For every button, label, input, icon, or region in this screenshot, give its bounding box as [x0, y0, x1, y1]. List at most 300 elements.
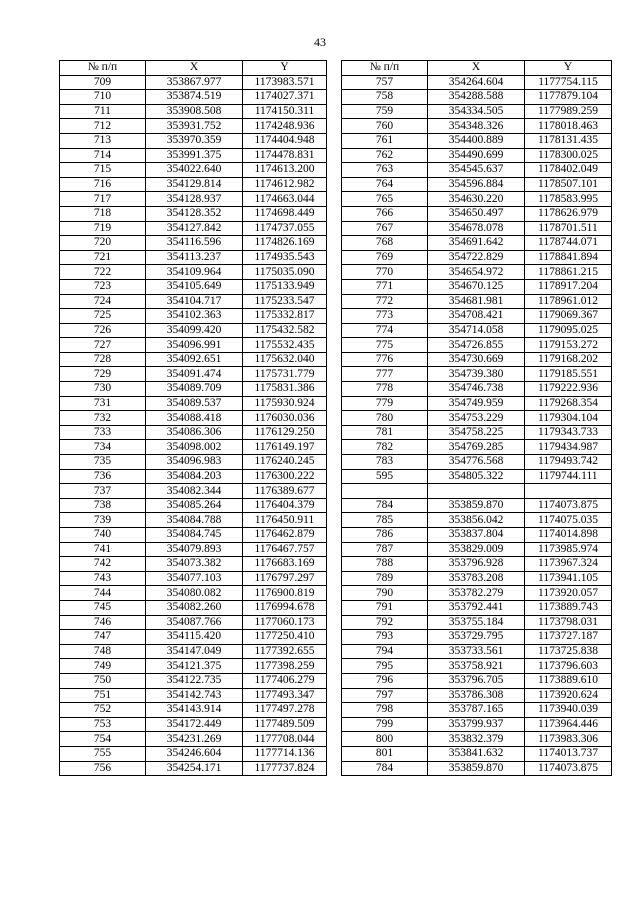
point-number-cell: 735	[60, 455, 146, 470]
table-row	[60, 163, 327, 178]
table-row	[60, 382, 327, 397]
table-row	[342, 484, 612, 499]
y-coordinate-cell: 1178131.435	[525, 133, 612, 148]
table-row	[60, 513, 327, 528]
table-row	[342, 425, 612, 440]
table-row	[60, 644, 327, 659]
y-coordinate-cell: 1178744.071	[525, 236, 612, 251]
table-row	[60, 338, 327, 353]
y-coordinate-cell: 1178917.204	[525, 279, 612, 294]
x-coordinate-cell: 354348.326	[428, 119, 525, 134]
point-number-cell: 724	[60, 294, 146, 309]
x-coordinate-cell: 354147.049	[146, 644, 243, 659]
point-number-cell: 722	[60, 265, 146, 280]
point-number-cell: 788	[342, 557, 428, 572]
y-coordinate-cell: 1177493.347	[243, 688, 327, 703]
y-coordinate-cell: 1173889.743	[525, 600, 612, 615]
y-coordinate-cell: 1179493.742	[525, 455, 612, 470]
x-coordinate-cell: 353783.208	[428, 571, 525, 586]
table-row	[342, 250, 612, 265]
table-row	[60, 119, 327, 134]
point-number-cell: 796	[342, 673, 428, 688]
point-number-cell	[342, 484, 428, 499]
x-coordinate-cell: 354726.855	[428, 338, 525, 353]
table-row	[342, 396, 612, 411]
point-number-cell: 759	[342, 104, 428, 119]
table-row	[342, 513, 612, 528]
table-row	[60, 571, 327, 586]
point-number-cell: 764	[342, 177, 428, 192]
header-row	[60, 61, 327, 76]
page-number: 43	[314, 35, 326, 49]
point-number-cell: 741	[60, 542, 146, 557]
table-row	[342, 192, 612, 207]
y-coordinate-cell: 1174027.371	[243, 90, 327, 105]
table-row	[60, 148, 327, 163]
table-row	[342, 673, 612, 688]
point-number-cell: 710	[60, 90, 146, 105]
table-row	[342, 630, 612, 645]
x-coordinate-cell: 353758.921	[428, 659, 525, 674]
point-number-cell: 790	[342, 586, 428, 601]
table-row	[342, 440, 612, 455]
point-number-cell: 718	[60, 206, 146, 221]
x-coordinate-cell: 354650.497	[428, 206, 525, 221]
point-number-cell: 783	[342, 455, 428, 470]
point-number-cell: 787	[342, 542, 428, 557]
point-number-cell: 720	[60, 236, 146, 251]
header-y: Y	[243, 61, 327, 76]
x-coordinate-cell: 354113.237	[146, 250, 243, 265]
point-number-cell: 798	[342, 703, 428, 718]
x-coordinate-cell: 353867.977	[146, 75, 243, 90]
x-coordinate-cell: 354128.937	[146, 192, 243, 207]
x-coordinate-cell: 353729.795	[428, 630, 525, 645]
point-number-cell: 758	[342, 90, 428, 105]
table-row	[342, 163, 612, 178]
point-number-cell: 715	[60, 163, 146, 178]
y-coordinate-cell: 1173920.624	[525, 688, 612, 703]
x-coordinate-cell: 353787.165	[428, 703, 525, 718]
y-coordinate-cell: 1176900.819	[243, 586, 327, 601]
table-row	[60, 177, 327, 192]
y-coordinate-cell: 1176030.036	[243, 411, 327, 426]
header-row	[342, 61, 612, 76]
y-coordinate-cell: 1177392.655	[243, 644, 327, 659]
table-row	[342, 703, 612, 718]
y-coordinate-cell: 1178841.894	[525, 250, 612, 265]
x-coordinate-cell: 354722.829	[428, 250, 525, 265]
table-row	[342, 717, 612, 732]
point-number-cell: 751	[60, 688, 146, 703]
table-row	[60, 761, 327, 776]
point-number-cell: 763	[342, 163, 428, 178]
x-coordinate-cell: 354077.103	[146, 571, 243, 586]
table-row	[60, 411, 327, 426]
x-coordinate-cell: 353832.379	[428, 732, 525, 747]
table-row	[60, 528, 327, 543]
x-coordinate-cell: 354678.078	[428, 221, 525, 236]
table-row	[342, 688, 612, 703]
table-row	[60, 221, 327, 236]
table-row	[342, 615, 612, 630]
x-coordinate-cell: 354730.669	[428, 352, 525, 367]
x-coordinate-cell: 354087.766	[146, 615, 243, 630]
x-coordinate-cell: 354746.738	[428, 382, 525, 397]
table-row	[342, 455, 612, 470]
x-coordinate-cell: 354739.380	[428, 367, 525, 382]
table-row	[342, 75, 612, 90]
table-row	[342, 644, 612, 659]
x-coordinate-cell: 354085.264	[146, 498, 243, 513]
y-coordinate-cell: 1174013.737	[525, 746, 612, 761]
table-row	[60, 586, 327, 601]
point-number-cell: 730	[60, 382, 146, 397]
x-coordinate-cell: 353792.441	[428, 600, 525, 615]
point-number-cell: 784	[342, 761, 428, 776]
x-coordinate-cell: 353829.009	[428, 542, 525, 557]
x-coordinate-cell: 354254.171	[146, 761, 243, 776]
point-number-cell: 776	[342, 352, 428, 367]
table-row	[60, 557, 327, 572]
table-row	[60, 133, 327, 148]
point-number-cell: 761	[342, 133, 428, 148]
point-number-cell: 756	[60, 761, 146, 776]
x-coordinate-cell: 354691.642	[428, 236, 525, 251]
y-coordinate-cell: 1174613.200	[243, 163, 327, 178]
point-number-cell: 773	[342, 309, 428, 324]
y-coordinate-cell: 1178300.025	[525, 148, 612, 163]
y-coordinate-cell: 1177989.259	[525, 104, 612, 119]
table-row	[60, 250, 327, 265]
x-coordinate-cell: 354084.745	[146, 528, 243, 543]
point-number-cell: 766	[342, 206, 428, 221]
point-number-cell: 777	[342, 367, 428, 382]
x-coordinate-cell: 354129.814	[146, 177, 243, 192]
point-number-cell: 745	[60, 600, 146, 615]
x-coordinate-cell: 354670.125	[428, 279, 525, 294]
y-coordinate-cell: 1174663.044	[243, 192, 327, 207]
y-coordinate-cell: 1173985.974	[525, 542, 612, 557]
x-coordinate-cell: 353799.937	[428, 717, 525, 732]
point-number-cell: 743	[60, 571, 146, 586]
x-coordinate-cell: 354098.002	[146, 440, 243, 455]
table-row	[60, 104, 327, 119]
x-coordinate-cell: 354714.058	[428, 323, 525, 338]
point-number-cell: 762	[342, 148, 428, 163]
y-coordinate-cell: 1174248.936	[243, 119, 327, 134]
point-number-cell: 709	[60, 75, 146, 90]
y-coordinate-cell: 1179069.367	[525, 309, 612, 324]
point-number-cell: 752	[60, 703, 146, 718]
table-row	[342, 338, 612, 353]
point-number-cell: 765	[342, 192, 428, 207]
table-row	[342, 352, 612, 367]
y-coordinate-cell: 1176467.757	[243, 542, 327, 557]
x-coordinate-cell: 354143.914	[146, 703, 243, 718]
point-number-cell: 749	[60, 659, 146, 674]
y-coordinate-cell: 1179222.936	[525, 382, 612, 397]
point-number-cell: 726	[60, 323, 146, 338]
table-row	[60, 309, 327, 324]
y-coordinate-cell: 1179268.354	[525, 396, 612, 411]
table-row	[60, 717, 327, 732]
x-coordinate-cell: 354082.344	[146, 484, 243, 499]
table-row	[342, 557, 612, 572]
y-coordinate-cell: 1174073.875	[525, 761, 612, 776]
point-number-cell: 757	[342, 75, 428, 90]
y-coordinate-cell: 1177250.410	[243, 630, 327, 645]
table-row	[342, 586, 612, 601]
y-coordinate-cell: 1175930.924	[243, 396, 327, 411]
point-number-cell: 800	[342, 732, 428, 747]
point-number-cell: 725	[60, 309, 146, 324]
x-coordinate-cell: 354084.203	[146, 469, 243, 484]
table-row	[60, 192, 327, 207]
point-number-cell: 795	[342, 659, 428, 674]
y-coordinate-cell: 1177060.173	[243, 615, 327, 630]
y-coordinate-cell: 1179343.733	[525, 425, 612, 440]
x-coordinate-cell: 354121.375	[146, 659, 243, 674]
x-coordinate-cell: 353874.519	[146, 90, 243, 105]
y-coordinate-cell: 1173920.057	[525, 586, 612, 601]
point-number-cell: 738	[60, 498, 146, 513]
point-number-cell: 740	[60, 528, 146, 543]
y-coordinate-cell: 1176129.250	[243, 425, 327, 440]
x-coordinate-cell: 354596.884	[428, 177, 525, 192]
table-row	[342, 732, 612, 747]
y-coordinate-cell: 1179185.551	[525, 367, 612, 382]
y-coordinate-cell: 1175532.435	[243, 338, 327, 353]
y-coordinate-cell: 1174075.035	[525, 513, 612, 528]
header-y: Y	[525, 61, 612, 76]
table-row	[342, 746, 612, 761]
y-coordinate-cell: 1177714.136	[243, 746, 327, 761]
table-row	[342, 221, 612, 236]
table-row	[60, 455, 327, 470]
x-coordinate-cell: 354109.964	[146, 265, 243, 280]
x-coordinate-cell: 354096.983	[146, 455, 243, 470]
x-coordinate-cell: 354758.225	[428, 425, 525, 440]
y-coordinate-cell: 1174073.875	[525, 498, 612, 513]
point-number-cell: 772	[342, 294, 428, 309]
y-coordinate-cell: 1177489.509	[243, 717, 327, 732]
table-row	[342, 323, 612, 338]
point-number-cell: 711	[60, 104, 146, 119]
point-number-cell: 732	[60, 411, 146, 426]
point-number-cell: 750	[60, 673, 146, 688]
point-number-cell: 794	[342, 644, 428, 659]
table-row	[342, 761, 612, 776]
y-coordinate-cell: 1177398.259	[243, 659, 327, 674]
x-coordinate-cell: 354086.306	[146, 425, 243, 440]
table-row	[60, 236, 327, 251]
point-number-cell: 721	[60, 250, 146, 265]
y-coordinate-cell: 1179168.202	[525, 352, 612, 367]
y-coordinate-cell: 1174698.449	[243, 206, 327, 221]
table-row	[60, 367, 327, 382]
x-coordinate-cell: 354246.604	[146, 746, 243, 761]
y-coordinate-cell: 1176797.297	[243, 571, 327, 586]
table-row	[60, 425, 327, 440]
x-coordinate-cell: 354681.981	[428, 294, 525, 309]
table-row	[60, 746, 327, 761]
y-coordinate-cell: 1173940.039	[525, 703, 612, 718]
y-coordinate-cell: 1175632.040	[243, 352, 327, 367]
x-coordinate-cell: 354654.972	[428, 265, 525, 280]
y-coordinate-cell: 1175831.386	[243, 382, 327, 397]
table-row	[342, 659, 612, 674]
x-coordinate-cell: 354128.352	[146, 206, 243, 221]
table-row	[60, 265, 327, 280]
point-number-cell: 785	[342, 513, 428, 528]
table-row	[60, 469, 327, 484]
point-number-cell: 723	[60, 279, 146, 294]
x-coordinate-cell: 354105.649	[146, 279, 243, 294]
table-row	[60, 688, 327, 703]
y-coordinate-cell: 1175432.582	[243, 323, 327, 338]
point-number-cell: 779	[342, 396, 428, 411]
y-coordinate-cell: 1178861.215	[525, 265, 612, 280]
y-coordinate-cell: 1176149.197	[243, 440, 327, 455]
point-number-cell: 737	[60, 484, 146, 499]
point-number-cell: 769	[342, 250, 428, 265]
y-coordinate-cell: 1177406.279	[243, 673, 327, 688]
point-number-cell: 782	[342, 440, 428, 455]
point-number-cell: 744	[60, 586, 146, 601]
table-row	[60, 630, 327, 645]
point-number-cell: 712	[60, 119, 146, 134]
y-coordinate-cell: 1174404.948	[243, 133, 327, 148]
y-coordinate-cell: 1178402.049	[525, 163, 612, 178]
x-coordinate-cell: 354334.505	[428, 104, 525, 119]
x-coordinate-cell: 354089.709	[146, 382, 243, 397]
y-coordinate-cell	[525, 484, 612, 499]
point-number-cell: 774	[342, 323, 428, 338]
point-number-cell: 754	[60, 732, 146, 747]
y-coordinate-cell: 1178583.995	[525, 192, 612, 207]
table-row	[342, 367, 612, 382]
point-number-cell: 595	[342, 469, 428, 484]
x-coordinate-cell: 354084.788	[146, 513, 243, 528]
x-coordinate-cell: 354096.991	[146, 338, 243, 353]
x-coordinate-cell: 353991.375	[146, 148, 243, 163]
y-coordinate-cell: 1173889.610	[525, 673, 612, 688]
point-number-cell: 767	[342, 221, 428, 236]
table-row	[60, 484, 327, 499]
y-coordinate-cell: 1176389.677	[243, 484, 327, 499]
point-number-cell: 768	[342, 236, 428, 251]
point-number-cell: 727	[60, 338, 146, 353]
table-row	[60, 542, 327, 557]
point-number-cell: 747	[60, 630, 146, 645]
point-number-cell: 793	[342, 630, 428, 645]
y-coordinate-cell: 1179304.104	[525, 411, 612, 426]
point-number-cell: 778	[342, 382, 428, 397]
y-coordinate-cell: 1173727.187	[525, 630, 612, 645]
x-coordinate-cell: 354545.637	[428, 163, 525, 178]
x-coordinate-cell: 353841.632	[428, 746, 525, 761]
table-row	[342, 600, 612, 615]
y-coordinate-cell: 1173964.446	[525, 717, 612, 732]
y-coordinate-cell: 1179434.987	[525, 440, 612, 455]
point-number-cell: 716	[60, 177, 146, 192]
x-coordinate-cell: 354288.588	[428, 90, 525, 105]
table-row	[342, 148, 612, 163]
point-number-cell: 792	[342, 615, 428, 630]
x-coordinate-cell: 353755.184	[428, 615, 525, 630]
x-coordinate-cell: 354630.220	[428, 192, 525, 207]
point-number-cell: 713	[60, 133, 146, 148]
x-coordinate-cell: 354104.717	[146, 294, 243, 309]
y-coordinate-cell: 1174826.169	[243, 236, 327, 251]
point-number-cell: 760	[342, 119, 428, 134]
y-coordinate-cell: 1175035.090	[243, 265, 327, 280]
table-row	[342, 571, 612, 586]
y-coordinate-cell: 1179095.025	[525, 323, 612, 338]
table-row	[342, 104, 612, 119]
point-number-cell: 755	[60, 746, 146, 761]
y-coordinate-cell: 1178626.979	[525, 206, 612, 221]
header-x: X	[428, 61, 525, 76]
point-number-cell: 770	[342, 265, 428, 280]
point-number-cell: 771	[342, 279, 428, 294]
point-number-cell: 775	[342, 338, 428, 353]
point-number-cell: 728	[60, 352, 146, 367]
y-coordinate-cell: 1176462.879	[243, 528, 327, 543]
y-coordinate-cell: 1176300.222	[243, 469, 327, 484]
y-coordinate-cell: 1175133.949	[243, 279, 327, 294]
y-coordinate-cell: 1177737.824	[243, 761, 327, 776]
point-number-cell: 753	[60, 717, 146, 732]
table-row	[342, 498, 612, 513]
x-coordinate-cell: 354172.449	[146, 717, 243, 732]
table-row	[60, 440, 327, 455]
header-number: № п/п	[342, 61, 428, 76]
point-number-cell: 791	[342, 600, 428, 615]
y-coordinate-cell: 1179744.111	[525, 469, 612, 484]
table-row	[60, 673, 327, 688]
table-row	[60, 323, 327, 338]
table-row	[342, 469, 612, 484]
y-coordinate-cell: 1173983.571	[243, 75, 327, 90]
x-coordinate-cell	[428, 484, 525, 499]
table-row	[60, 90, 327, 105]
point-number-cell: 729	[60, 367, 146, 382]
y-coordinate-cell: 1173941.105	[525, 571, 612, 586]
x-coordinate-cell: 354082.260	[146, 600, 243, 615]
y-coordinate-cell: 1177497.278	[243, 703, 327, 718]
table-row	[60, 703, 327, 718]
x-coordinate-cell: 354080.082	[146, 586, 243, 601]
table-row	[60, 206, 327, 221]
point-number-cell: 799	[342, 717, 428, 732]
table-row	[60, 600, 327, 615]
table-row	[342, 265, 612, 280]
x-coordinate-cell: 354089.537	[146, 396, 243, 411]
table-row	[342, 177, 612, 192]
header-x: X	[146, 61, 243, 76]
y-coordinate-cell: 1174478.831	[243, 148, 327, 163]
y-coordinate-cell: 1177879.104	[525, 90, 612, 105]
y-coordinate-cell: 1174014.898	[525, 528, 612, 543]
x-coordinate-cell: 354231.269	[146, 732, 243, 747]
x-coordinate-cell: 353786.308	[428, 688, 525, 703]
table-row	[60, 294, 327, 309]
x-coordinate-cell: 353859.870	[428, 761, 525, 776]
x-coordinate-cell: 353859.870	[428, 498, 525, 513]
x-coordinate-cell: 354122.735	[146, 673, 243, 688]
